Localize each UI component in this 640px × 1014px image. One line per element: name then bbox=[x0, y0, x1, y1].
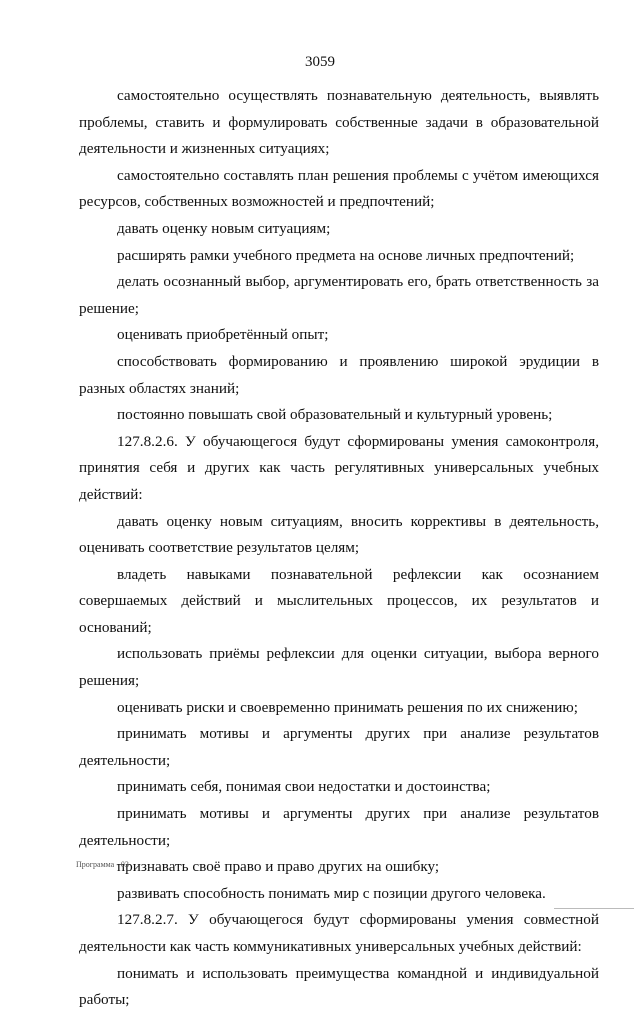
paragraph-3: давать оценку новым ситуациям; bbox=[117, 219, 331, 237]
paragraph-13: оценивать риски и своевременно принимать решения по их снижению; bbox=[117, 698, 578, 716]
paragraph-6: оценивать приобретённый опыт; bbox=[117, 326, 329, 344]
paragraph-15: принимать себя, понимая свои недостатки и достоинства; bbox=[117, 778, 491, 796]
paragraph-10: давать оценку новым ситуациям, вносить коррективы в деятельность, оценивать соответствие результатов целям; bbox=[79, 512, 599, 557]
paragraph-8: постоянно повышать свой образовательный и культурный уровень; bbox=[117, 406, 553, 424]
scan-edge-mark bbox=[554, 908, 634, 909]
paragraph-4: расширять рамки учебного предмета на основе личных предпочтений; bbox=[117, 246, 575, 264]
paragraph-2: самостоятельно составлять план решения проблемы с учётом имеющихся ресурсов, собственных возможностей и предпочтений; bbox=[79, 166, 599, 211]
paragraph-17: признавать своё право и право других на ошибку; bbox=[117, 858, 440, 876]
paragraph-18: развивать способность понимать мир с позиции другого человека. bbox=[117, 884, 546, 902]
paragraph-12: использовать приёмы рефлексии для оценки ситуации, выбора верного решения; bbox=[79, 645, 599, 690]
footer-label: Программа - 03 bbox=[76, 860, 129, 869]
paragraph-1: самостоятельно осуществлять познавательную деятельность, выявлять проблемы, ставить и формулировать собственные задачи в образовательной деятельности и жизненных ситуациях; bbox=[79, 87, 599, 158]
paragraph-16: принимать мотивы и аргументы других при анализе результатов деятельности; bbox=[79, 805, 599, 849]
paragraph-20: понимать и использовать преимущества командной и индивидуальной работы; bbox=[79, 964, 599, 1009]
section-127-8-2-7: 127.8.2.7. У обучающегося будут сформированы умения совместной деятельности как часть коммуникативных универсальных учебных действий: bbox=[79, 911, 599, 955]
paragraph-7: способствовать формированию и проявлению широкой эрудиции в разных областях знаний; bbox=[79, 352, 599, 397]
document-body bbox=[79, 83, 599, 1014]
paragraph-11: владеть навыками познавательной рефлексии как осознанием совершаемых действий и мыслительных процессов, их результатов и оснований; bbox=[79, 565, 599, 636]
section-127-8-2-6: 127.8.2.6. У обучающегося будут сформированы умения самоконтроля, принятия себя и других как часть регулятивных универсальных учебных действий: bbox=[79, 432, 599, 503]
page-number: 3059 bbox=[305, 54, 335, 70]
paragraph-5: делать осознанный выбор, аргументировать его, брать ответственность за решение; bbox=[79, 273, 599, 317]
paragraph-14: принимать мотивы и аргументы других при анализе результатов деятельности; bbox=[79, 725, 599, 769]
